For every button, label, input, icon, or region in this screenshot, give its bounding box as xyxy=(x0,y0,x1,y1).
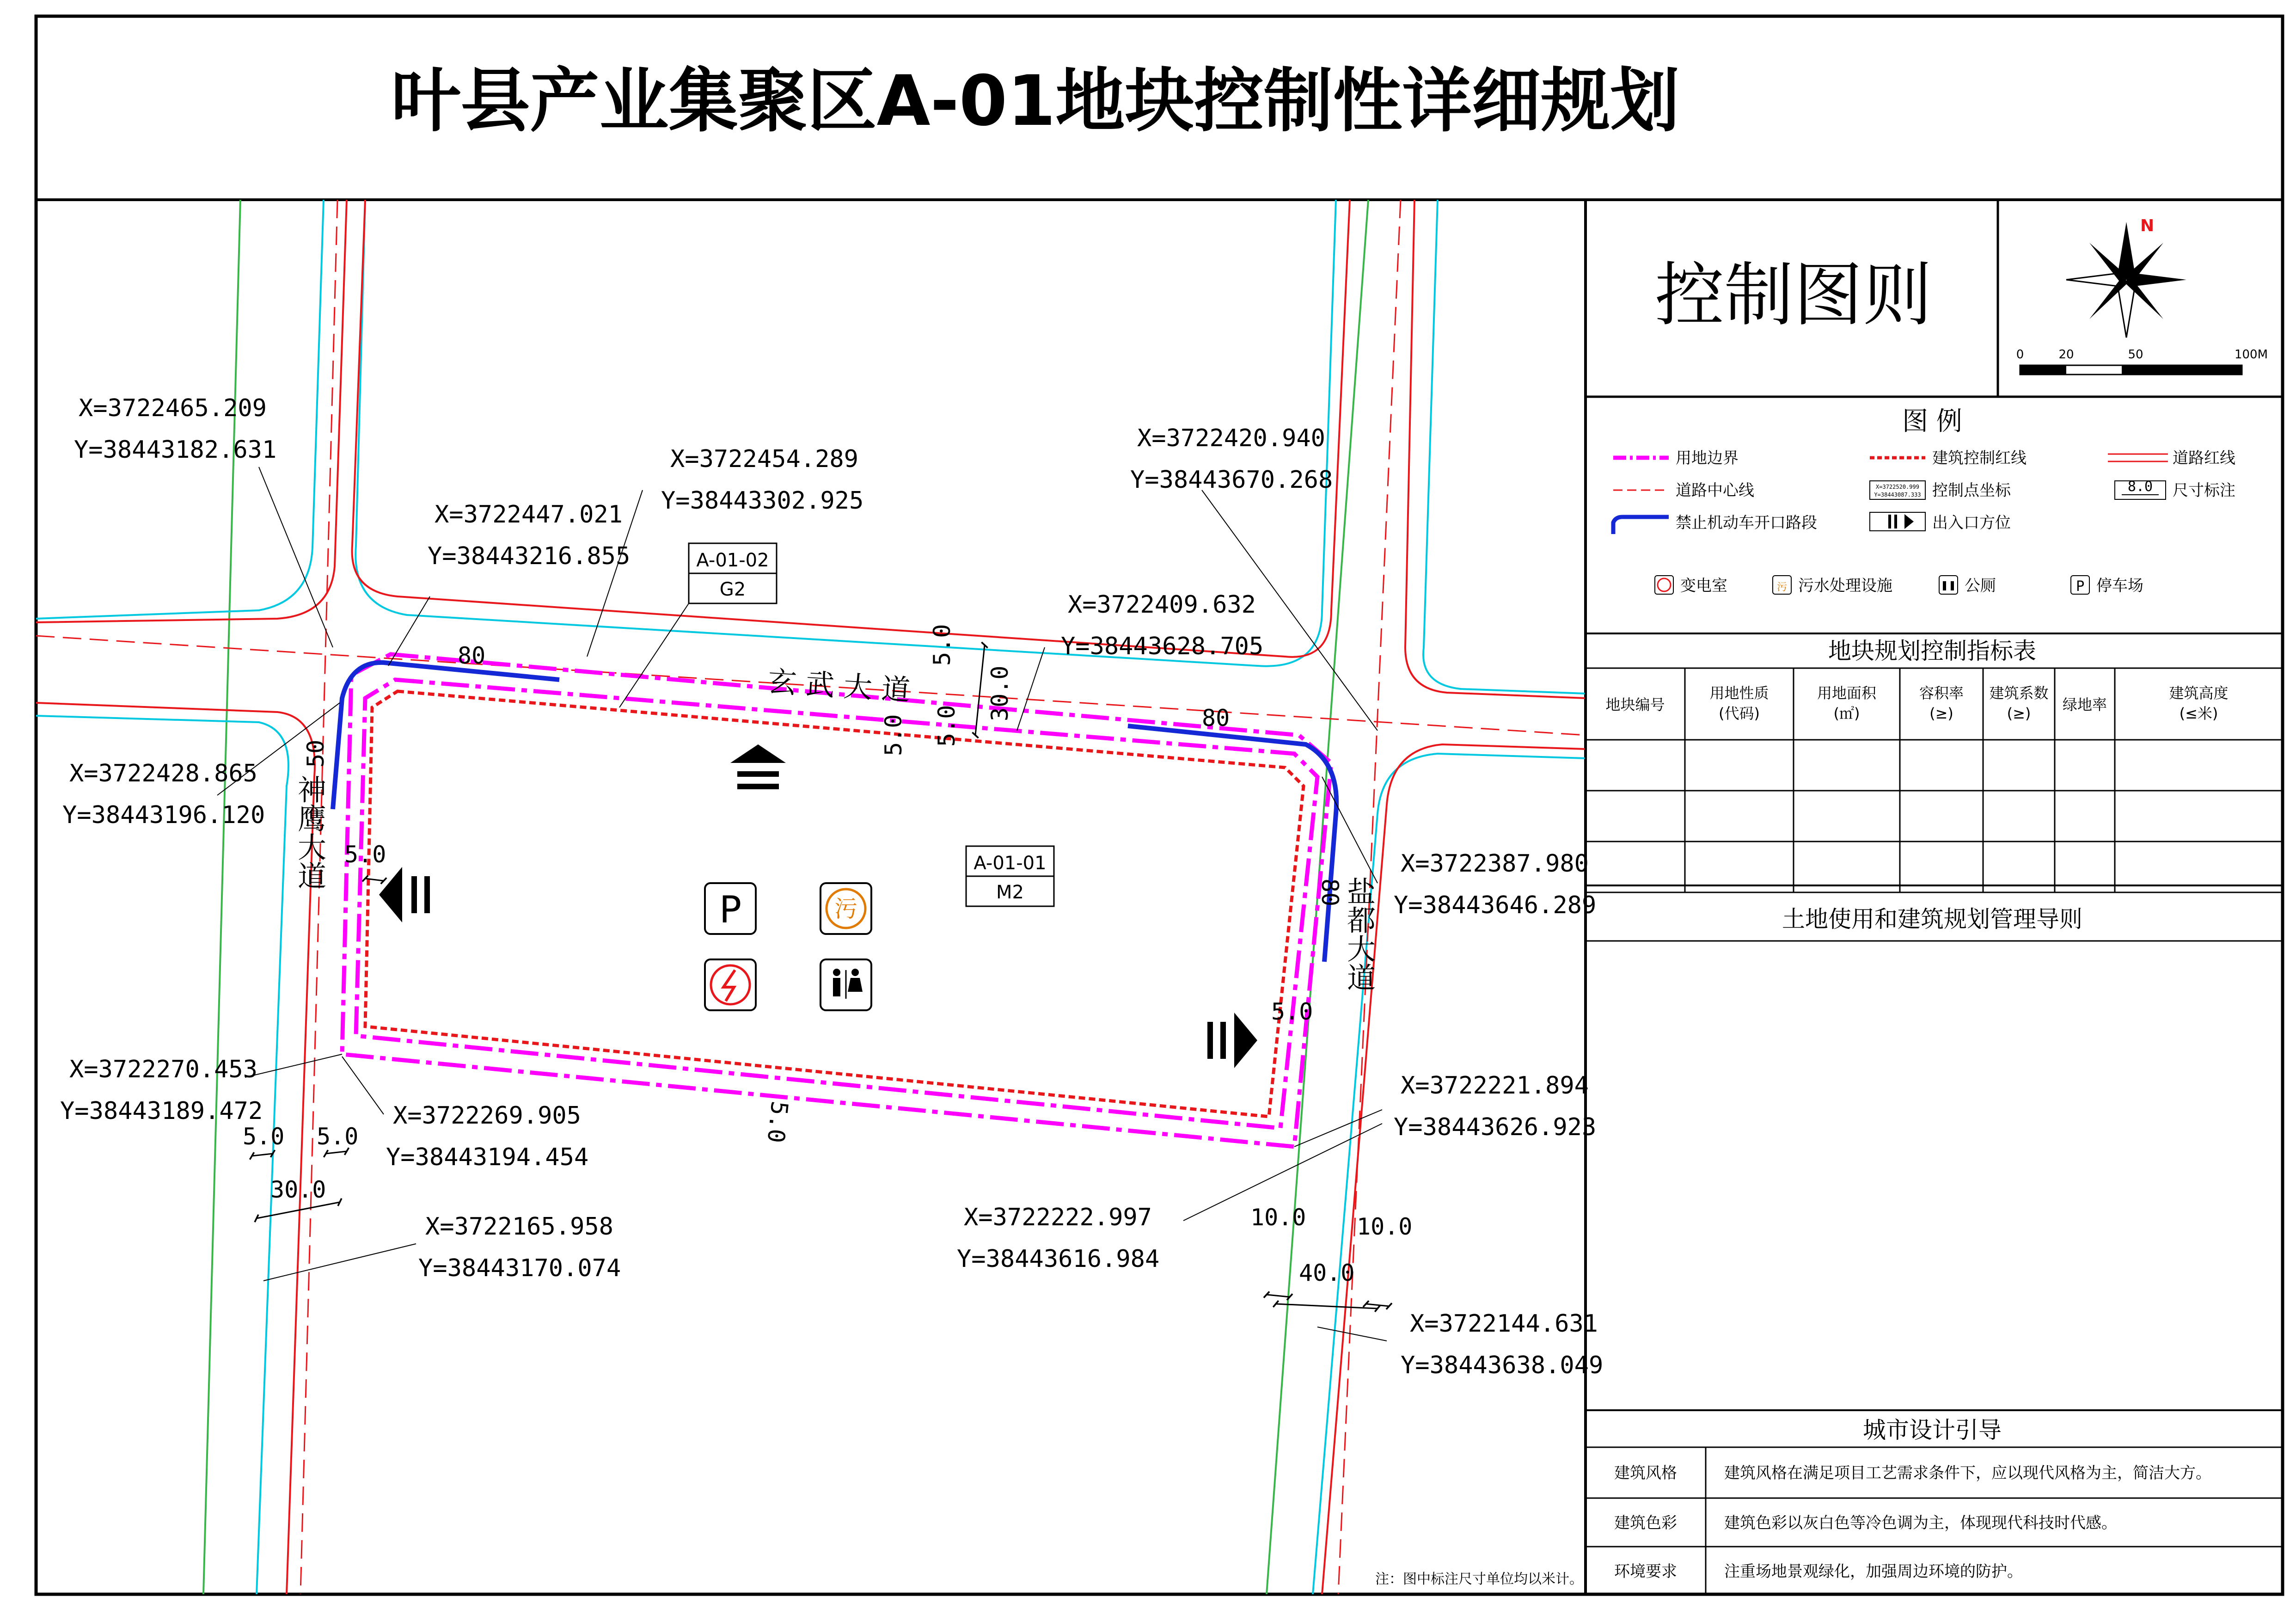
coord-6 xyxy=(62,760,265,829)
dim-road-5b: 5.0 xyxy=(317,1123,359,1150)
dim-top-30: 30.0 xyxy=(986,665,1013,721)
dim-right-80: 80 xyxy=(1316,879,1343,907)
svg-text:8.0: 8.0 xyxy=(2127,479,2153,495)
table-header-6: 建筑高度(≤米) xyxy=(2169,684,2229,722)
svg-text:控制点坐标: 控制点坐标 xyxy=(1932,481,2011,500)
svg-text:X=3722222.997: X=3722222.997 xyxy=(964,1204,1152,1231)
design-style-label: 建筑风格 xyxy=(1614,1464,1677,1482)
svg-text:Y=38443626.923: Y=38443626.923 xyxy=(1394,1113,1597,1141)
design-color-label: 建筑色彩 xyxy=(1614,1514,1677,1532)
dim-10b: 10.0 xyxy=(1357,1213,1413,1240)
svg-text:A-01-01: A-01-01 xyxy=(974,853,1047,874)
svg-text:X=3722447.021: X=3722447.021 xyxy=(435,501,623,528)
legend-substation xyxy=(1655,576,1727,595)
svg-text:50: 50 xyxy=(2128,348,2143,362)
svg-text:用地边界: 用地边界 xyxy=(1676,449,1739,467)
dim-left-5: 5.0 xyxy=(344,841,386,868)
legend-parking xyxy=(2071,576,2143,595)
guidelines xyxy=(1586,885,2283,941)
dim-bottom-5: 5.0 xyxy=(762,1100,793,1144)
svg-text:X=3722221.894: X=3722221.894 xyxy=(1401,1072,1589,1100)
legend-entrance xyxy=(1870,512,2011,532)
dim-top-right-80: 80 xyxy=(1202,705,1230,731)
north-arrow-icon xyxy=(2066,216,2186,338)
coord-8 xyxy=(60,1056,263,1125)
legend-dimension xyxy=(2115,479,2235,500)
svg-text:0: 0 xyxy=(2016,348,2024,362)
dim-10a: 10.0 xyxy=(1250,1204,1306,1231)
svg-text:禁止机动车开口路段: 禁止机动车开口路段 xyxy=(1676,514,1817,532)
coord-4 xyxy=(1130,424,1333,494)
table-header-5: 绿地率 xyxy=(2062,696,2107,713)
table-header-4: 建筑系数(≥) xyxy=(1989,684,2049,722)
svg-text:Y=38443196.120: Y=38443196.120 xyxy=(62,801,265,829)
svg-text:道路中心线: 道路中心线 xyxy=(1676,481,1754,500)
svg-text:污: 污 xyxy=(1776,582,1788,593)
svg-text:Y=38443182.631: Y=38443182.631 xyxy=(74,436,277,464)
outer-frame xyxy=(36,16,2283,1594)
legend-sewage xyxy=(1773,576,1892,595)
svg-text:X=3722454.289: X=3722454.289 xyxy=(670,445,858,473)
svg-text:X=3722409.632: X=3722409.632 xyxy=(1068,591,1256,619)
entrance-arrow-west xyxy=(379,867,430,922)
entrance-arrow-north xyxy=(730,744,786,789)
toilet-icon xyxy=(820,959,871,1010)
control-heading: 控制图则 xyxy=(1654,255,1933,336)
svg-text:A-01-02: A-01-02 xyxy=(696,550,769,571)
svg-text:N: N xyxy=(2140,216,2155,235)
dim-top-5a: 5.0 xyxy=(929,624,955,666)
design-style-text: 建筑风格在满足项目工艺需求条件下，应以现代风格为主，简洁大方。 xyxy=(1724,1464,2211,1482)
parcel-label-a0102 xyxy=(619,543,777,707)
dim-road-30: 30.0 xyxy=(270,1176,326,1203)
guidelines-title: 土地使用和建筑规划管理导则 xyxy=(1782,906,2082,933)
svg-text:P: P xyxy=(719,888,742,931)
legend-road-center xyxy=(1613,481,1754,500)
table-header-1: 用地性质(代码) xyxy=(1709,684,1769,722)
svg-text:盐都大道: 盐都大道 xyxy=(1342,877,1376,991)
indicator-table xyxy=(1586,638,2283,892)
svg-text:X=3722269.905: X=3722269.905 xyxy=(393,1102,581,1130)
svg-text:X=3722165.958: X=3722165.958 xyxy=(425,1213,613,1241)
svg-text:道路红线: 道路红线 xyxy=(2173,449,2235,467)
svg-text:X=3722144.631: X=3722144.631 xyxy=(1410,1310,1598,1338)
legend-control-point xyxy=(1870,481,2011,500)
svg-text:Y=38443189.472: Y=38443189.472 xyxy=(60,1097,263,1125)
svg-text:P: P xyxy=(2076,578,2085,595)
sewage-icon xyxy=(820,883,871,934)
map-area xyxy=(36,200,1603,1594)
svg-text:变电室: 变电室 xyxy=(1680,577,1727,595)
svg-text:100M: 100M xyxy=(2234,348,2268,362)
svg-text:G2: G2 xyxy=(719,579,746,600)
svg-text:公厕: 公厕 xyxy=(1965,577,1996,595)
svg-text:Y=38443638.049: Y=38443638.049 xyxy=(1401,1352,1604,1379)
table-header-3: 容积率(≥) xyxy=(1919,684,1964,722)
coord-2 xyxy=(661,445,863,515)
green-lines xyxy=(203,200,1368,1594)
coord-5 xyxy=(1061,591,1263,660)
svg-text:X=3722420.940: X=3722420.940 xyxy=(1137,424,1325,452)
scale-bar xyxy=(2016,348,2268,375)
coord-12 xyxy=(418,1213,621,1282)
svg-text:M2: M2 xyxy=(996,882,1024,903)
coord-3 xyxy=(428,501,630,570)
dim-left-50: 50 xyxy=(302,739,329,768)
svg-text:X=3722520.999: X=3722520.999 xyxy=(1876,484,1919,490)
parcel-label-a0101 xyxy=(966,846,1054,906)
indicator-title: 地块规划控制指标表 xyxy=(1828,638,2036,664)
svg-text:X=3722428.865: X=3722428.865 xyxy=(69,760,257,787)
dim-top-80: 80 xyxy=(458,642,486,669)
svg-text:神鹰大道: 神鹰大道 xyxy=(293,775,327,890)
svg-text:Y=38443216.855: Y=38443216.855 xyxy=(428,542,631,570)
road-name-yandu xyxy=(1342,877,1376,991)
design-guide-title: 城市设计引导 xyxy=(1863,1417,2002,1444)
coord-7 xyxy=(1394,850,1596,919)
svg-text:X=3722387.980: X=3722387.980 xyxy=(1401,850,1589,878)
substation-icon xyxy=(705,959,756,1010)
coord-9 xyxy=(386,1102,588,1171)
svg-text:污: 污 xyxy=(834,896,857,922)
design-guide xyxy=(1586,1410,2283,1594)
entrance-arrow-east xyxy=(1207,1013,1257,1068)
coord-11 xyxy=(957,1204,1159,1273)
dim-labels xyxy=(243,624,1412,1286)
design-env-text: 注重场地景观绿化，加强周边环境的防护。 xyxy=(1724,1562,2023,1581)
dim-top-5c: 5.0 xyxy=(933,705,960,747)
svg-text:Y=38443087.333: Y=38443087.333 xyxy=(1874,492,1921,498)
svg-text:20: 20 xyxy=(2058,348,2074,362)
page-title: 叶县产业集聚区A-01地块控制性详细规划 xyxy=(391,61,1680,141)
svg-text:Y=38443646.289: Y=38443646.289 xyxy=(1394,891,1597,919)
svg-text:尺寸标注: 尺寸标注 xyxy=(2173,481,2235,500)
dim-40: 40.0 xyxy=(1299,1260,1355,1286)
parking-icon xyxy=(705,883,756,934)
road-name-shenying xyxy=(293,775,327,890)
svg-text:Y=38443670.268: Y=38443670.268 xyxy=(1130,466,1333,494)
unit-note: 注：图中标注尺寸单位均以米计。 xyxy=(1375,1571,1583,1587)
dim-right-5: 5.0 xyxy=(1271,998,1313,1025)
svg-text:X=3722270.453: X=3722270.453 xyxy=(69,1056,257,1083)
svg-text:Y=38443628.705: Y=38443628.705 xyxy=(1061,633,1264,660)
svg-text:停车场: 停车场 xyxy=(2096,577,2143,595)
coord-10 xyxy=(1394,1072,1596,1141)
legend-no-opening xyxy=(1613,514,1817,534)
legend-road-red-line xyxy=(2108,449,2235,467)
svg-text:Y=38443170.074: Y=38443170.074 xyxy=(418,1254,621,1282)
svg-text:出入口方位: 出入口方位 xyxy=(1932,514,2011,532)
svg-text:X=3722465.209: X=3722465.209 xyxy=(79,394,267,422)
table-header-2: 用地面积(㎡) xyxy=(1817,684,1877,722)
svg-text:污水处理设施: 污水处理设施 xyxy=(1798,577,1892,595)
svg-text:Y=38443616.984: Y=38443616.984 xyxy=(957,1245,1160,1273)
svg-text:Y=38443194.454: Y=38443194.454 xyxy=(386,1143,589,1171)
legend-title: 图 例 xyxy=(1902,406,1962,436)
svg-text:Y=38443302.925: Y=38443302.925 xyxy=(661,487,864,515)
right-panel xyxy=(1586,200,2283,1594)
legend-toilet xyxy=(1939,576,1996,595)
legend-land-boundary xyxy=(1613,449,1739,467)
road-name-xuanwu: 玄武大道 xyxy=(767,664,921,708)
dim-road-5a: 5.0 xyxy=(243,1123,285,1150)
coord-13 xyxy=(1401,1310,1603,1379)
design-color-text: 建筑色彩以灰白色等冷色调为主，体现现代科技时代感。 xyxy=(1724,1514,2117,1532)
table-header-0: 地块编号 xyxy=(1605,696,1665,713)
dim-top-5b: 5.0 xyxy=(880,714,907,756)
legend xyxy=(1586,406,2283,633)
coord-1 xyxy=(74,394,276,464)
design-env-label: 环境要求 xyxy=(1614,1562,1677,1581)
legend-building-line xyxy=(1870,449,2027,467)
svg-text:建筑控制红线: 建筑控制红线 xyxy=(1932,449,2027,467)
